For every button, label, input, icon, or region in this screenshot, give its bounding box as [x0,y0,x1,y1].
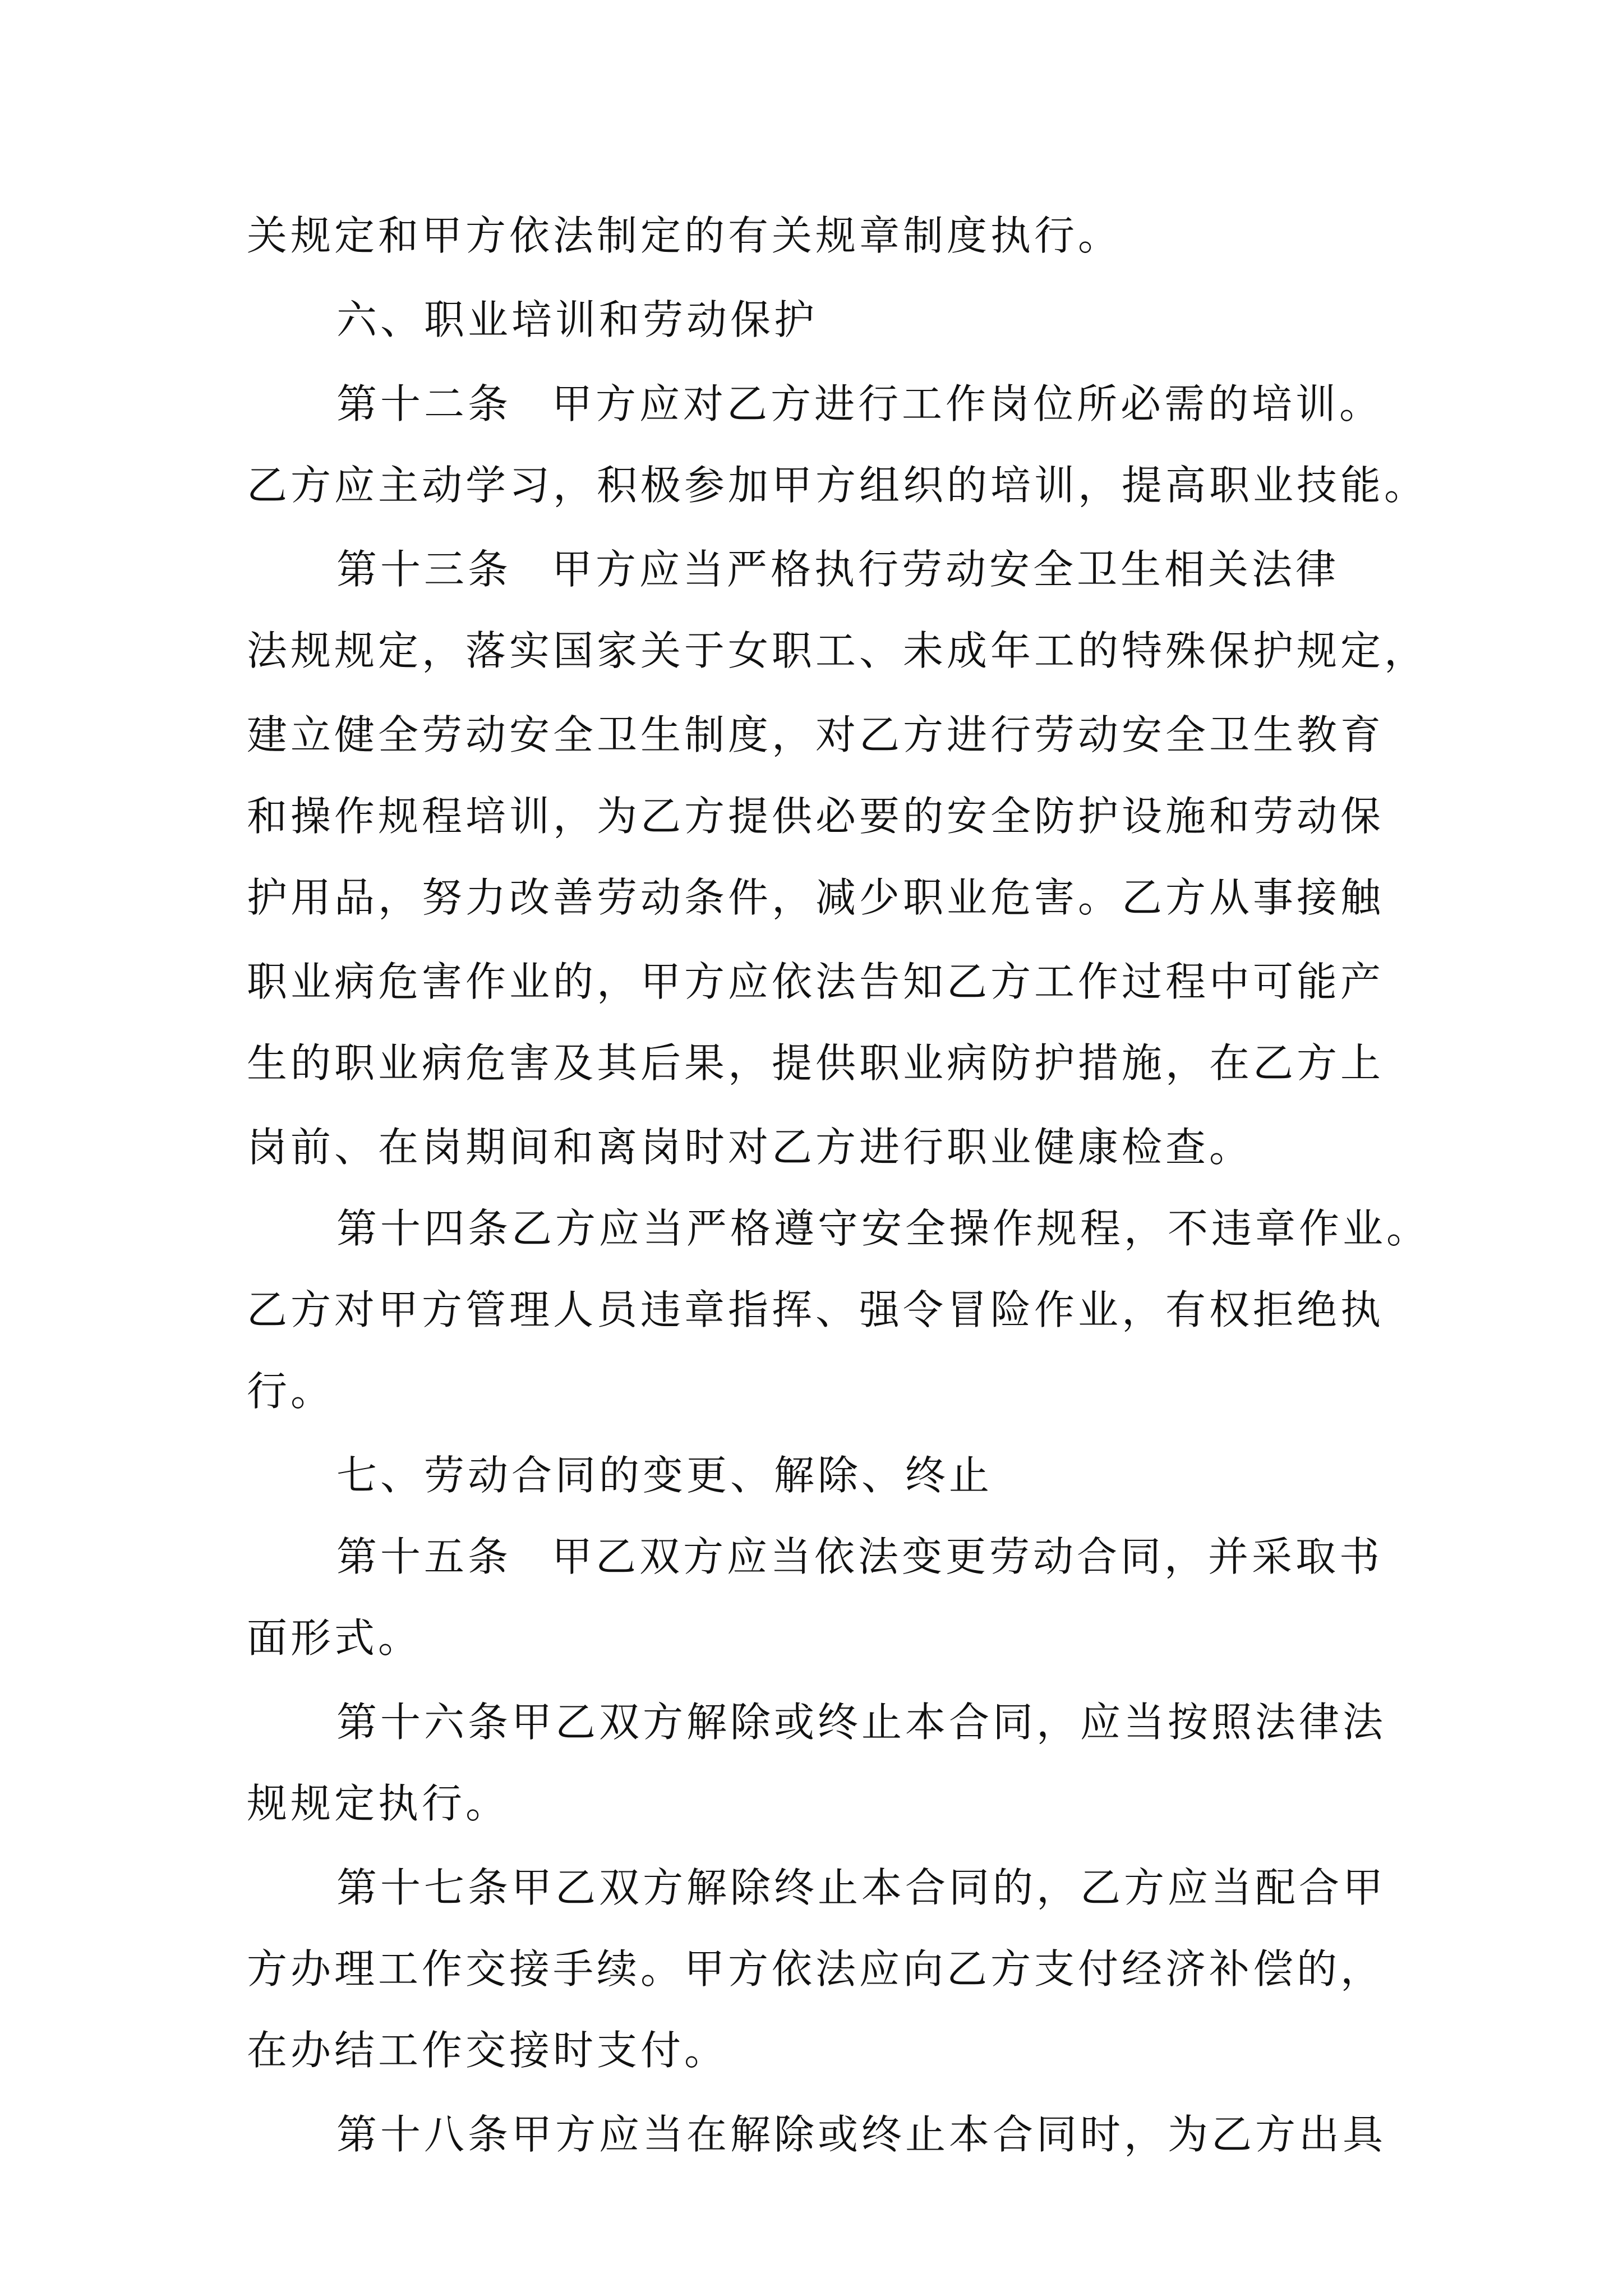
text-line: 面形式。 [247,1614,422,1662]
article-line: 第十六条甲乙双方解除或终止本合同，应当按照法律法 [336,1699,1387,1746]
text-line: 护用品，努力改善劳动条件，减少职业危害。乙方从事接触 [247,874,1385,921]
text-line: 方办理工作交接手续。甲方依法应向乙方支付经济补偿的， [247,1945,1385,1993]
text-line: 乙方应主动学习，积极参加甲方组织的培训，提高职业技能。 [247,462,1428,509]
text-line: 生的职业病危害及其后果，提供职业病防护措施，在乙方上 [247,1039,1385,1087]
article-line: 第十七条甲乙双方解除终止本合同的，乙方应当配合甲 [336,1864,1387,1911]
text-line: 在办结工作交接时支付。 [247,2027,728,2074]
text-line: 规规定执行。 [247,1780,510,1827]
text-line: 和操作规程培训，为乙方提供必要的安全防护设施和劳动保 [247,793,1385,840]
text-line: 乙方对甲方管理人员违章指挥、强令冒险作业，有权拒绝执 [247,1286,1385,1333]
article-line: 第十四条乙方应当严格遵守安全操作规程，不违章作业。 [336,1205,1431,1252]
article-text: 甲方应当严格执行劳动安全卫生相关法律 [552,546,1340,593]
article-line: 第十八条甲方应当在解除或终止本合同时，为乙方出具 [336,2111,1387,2158]
text-line: 建立健全劳动安全卫生制度，对乙方进行劳动安全卫生教育 [247,711,1385,758]
article-line [336,373,1383,435]
text-line: 职业病危害作业的，甲方应依法告知乙方工作过程中可能产 [247,958,1385,1005]
article-number: 第十五条 [336,1533,512,1580]
text-line: 法规规定，落实国家关于女职工、未成年工的特殊保护规定， [247,627,1428,674]
article-text: 甲乙双方应当依法变更劳动合同，并采取书 [552,1533,1384,1580]
article-number: 第十二条 [336,380,512,427]
section-heading: 七、劳动合同的变更、解除、终止 [336,1452,993,1499]
article-text: 甲方应对乙方进行工作岗位所必需的培训。 [552,380,1384,427]
article-line [336,539,1339,600]
text-line: 关规定和甲方依法制定的有关规章制度执行。 [247,212,1122,259]
section-heading: 六、职业培训和劳动保护 [336,296,818,343]
text-line: 岗前、在岗期间和离岗时对乙方进行职业健康检查。 [247,1124,1253,1171]
article-line [336,1526,1383,1588]
text-line: 行。 [247,1368,335,1415]
article-number: 第十三条 [336,546,512,593]
